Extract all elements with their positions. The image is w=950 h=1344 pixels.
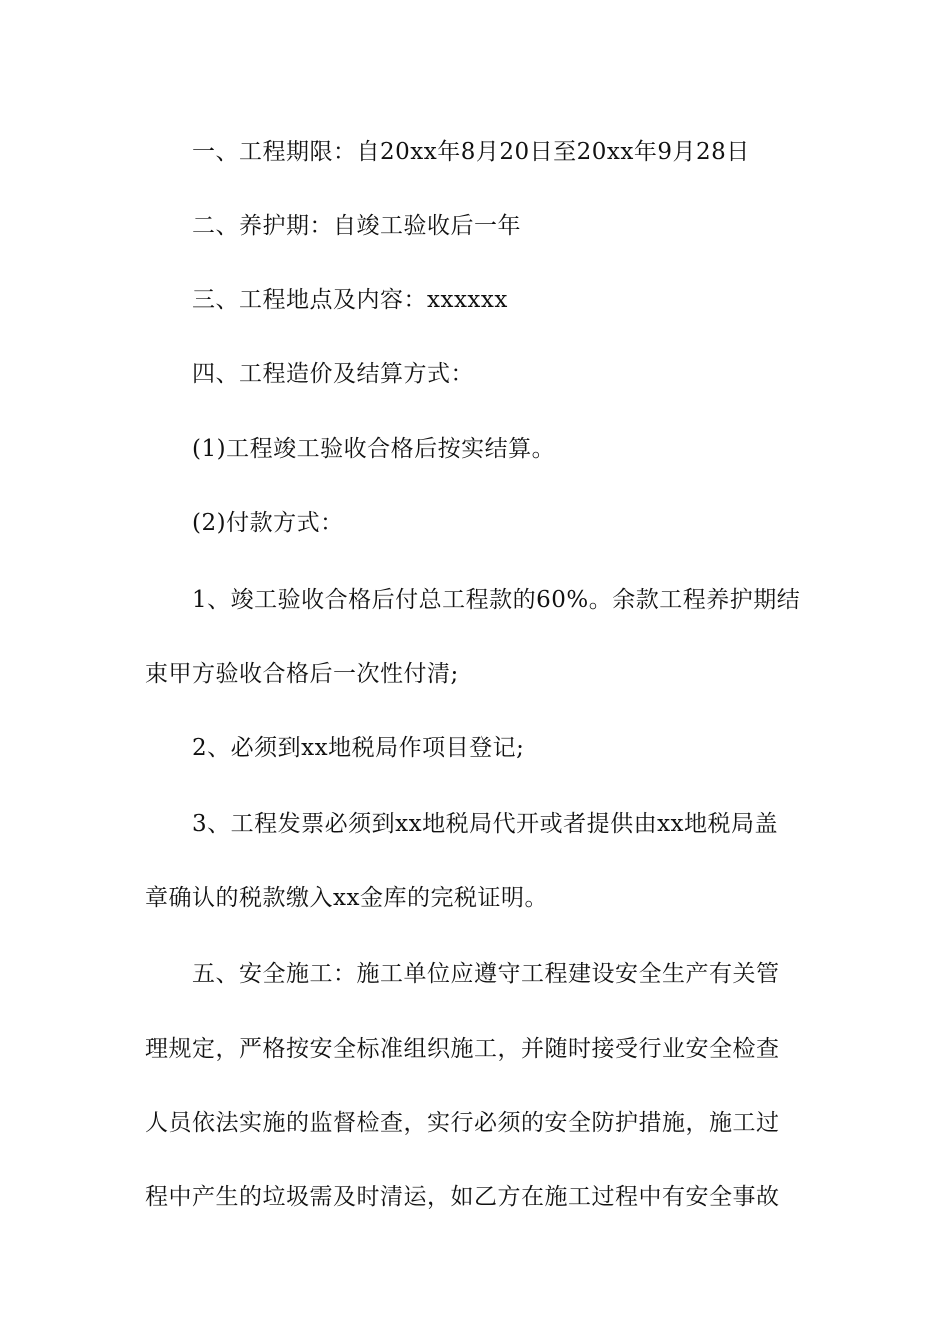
payment-item-1: 1、竣工验收合格后付总工程款的60%。余款工程养护期结 bbox=[192, 587, 801, 613]
payment-item-3: 3、工程发票必须到xx地税局代开或者提供由xx地税局盖 bbox=[192, 811, 779, 837]
clause-2-maintenance: 二、养护期：自竣工验收后一年 bbox=[192, 213, 521, 239]
clause-5-cont-1: 理规定，严格按安全标准组织施工，并随时接受行业安全检查 bbox=[145, 1036, 780, 1062]
clause-5-safety: 五、安全施工：施工单位应遵守工程建设安全生产有关管 bbox=[192, 961, 780, 987]
payment-item-2: 2、必须到xx地税局作项目登记; bbox=[192, 735, 525, 761]
subclause-1-settlement: (1)工程竣工验收合格后按实结算。 bbox=[192, 436, 556, 462]
clause-3-location: 三、工程地点及内容：xxxxxx bbox=[192, 287, 508, 313]
clause-5-cont-2: 人员依法实施的监督检查，实行必须的安全防护措施，施工过 bbox=[145, 1110, 780, 1136]
clause-1-term: 一、工程期限：自20xx年8月20日至20xx年9月28日 bbox=[192, 139, 750, 165]
clause-4-cost: 四、工程造价及结算方式： bbox=[192, 361, 474, 387]
subclause-2-payment: (2)付款方式： bbox=[192, 510, 344, 536]
payment-item-3-cont: 章确认的税款缴入xx金库的完税证明。 bbox=[145, 885, 548, 911]
clause-5-cont-3: 程中产生的垃圾需及时清运，如乙方在施工过程中有安全事故 bbox=[145, 1184, 780, 1210]
payment-item-1-cont: 束甲方验收合格后一次性付清; bbox=[145, 661, 459, 687]
